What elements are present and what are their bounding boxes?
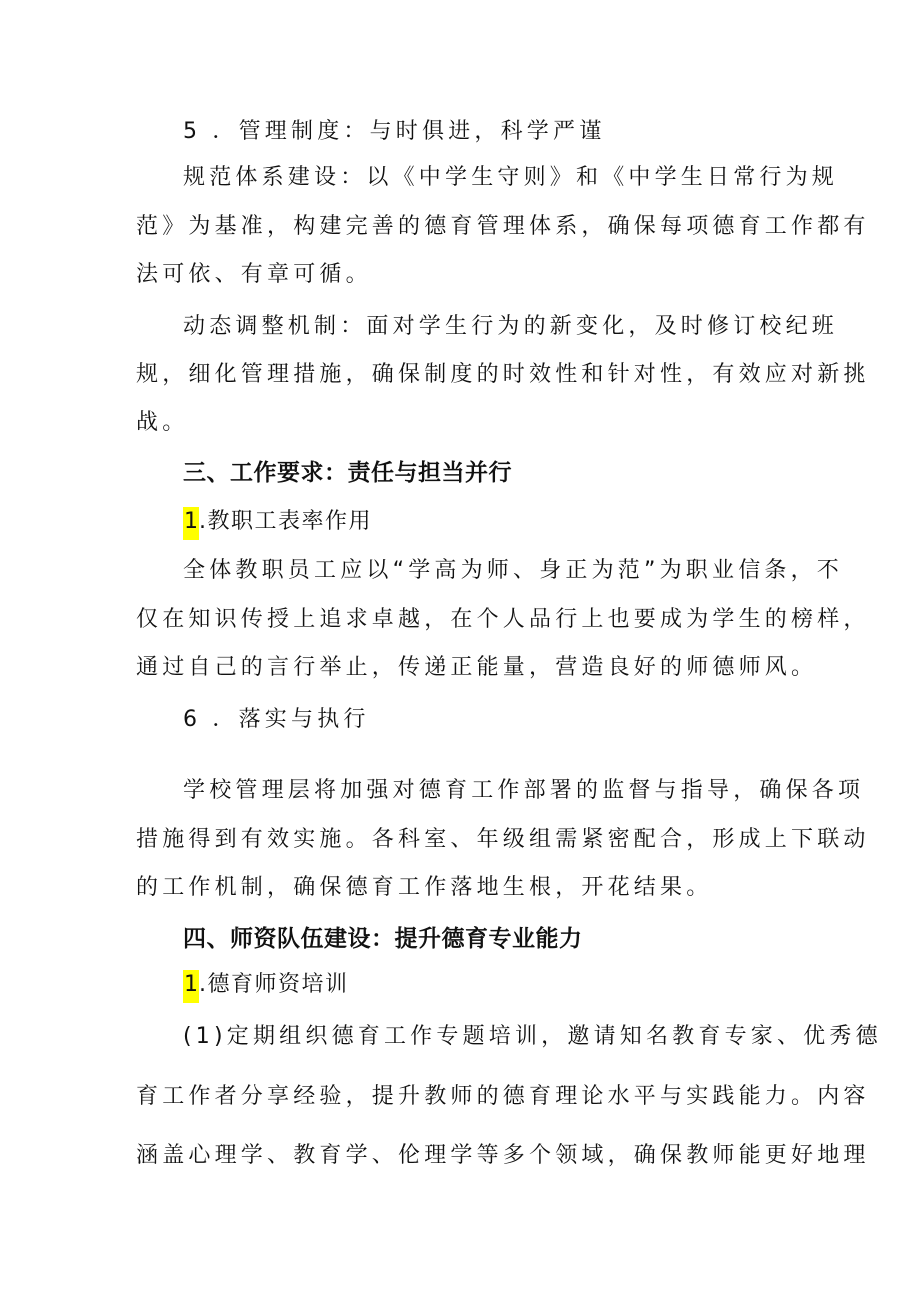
numbered-item-1 (183, 507, 372, 537)
paragraph-line: 学校管理层将加强对德育工作部署的监督与指导，确保各项 (183, 778, 865, 803)
paragraph-line: 战。 (136, 410, 189, 435)
subsection-title-6: 6 ．落实与执行 (183, 707, 370, 732)
item-text: .教职工表率作用 (199, 509, 372, 534)
section-heading-3: 三、工作要求：责任与担当并行 (183, 460, 512, 486)
numbered-item-2 (183, 970, 349, 1000)
section-heading-4: 四、师资队伍建设：提升德育专业能力 (183, 926, 583, 952)
item-text: .德育师资培训 (199, 972, 349, 997)
paragraph-line: 范》为基准，构建完善的德育管理体系，确保每项德育工作都有 (136, 214, 870, 239)
highlighted-number: 1 (183, 507, 199, 540)
paragraph-line: 通过自己的言行举止，传递正能量，营造良好的师德师风。 (136, 655, 818, 680)
paragraph-line: 涵盖心理学、教育学、伦理学等多个领域，确保教师能更好地理 (136, 1143, 870, 1168)
highlighted-number: 1 (183, 970, 199, 1003)
section-title-management: 5 ．管理制度：与时俱进，科学严谨 (183, 119, 606, 144)
paragraph-line: 规范体系建设：以《中学生守则》和《中学生日常行为规 (183, 165, 839, 190)
paragraph-line: (1)定期组织德育工作专题培训，邀请知名教育专家、优秀德 (183, 1024, 882, 1049)
paragraph-line: 法可依、有章可循。 (136, 262, 372, 287)
paragraph-line: 全体教职员工应以“学高为师、身正为范”为职业信条，不 (183, 558, 843, 583)
paragraph-line: 的工作机制，确保德育工作落地生根，开花结果。 (136, 875, 713, 900)
paragraph-line: 仅在知识传授上追求卓越，在个人品行上也要成为学生的榜样， (136, 607, 870, 632)
paragraph-line: 措施得到有效实施。各科室、年级组需紧密配合，形成上下联动 (136, 827, 870, 852)
paragraph-line: 规，细化管理措施，确保制度的时效性和针对性，有效应对新挑 (136, 362, 870, 387)
paragraph-line: 动态调整机制：面对学生行为的新变化，及时修订校纪班 (183, 314, 839, 339)
paragraph-line: 育工作者分享经验，提升教师的德育理论水平与实践能力。内容 (136, 1084, 870, 1109)
